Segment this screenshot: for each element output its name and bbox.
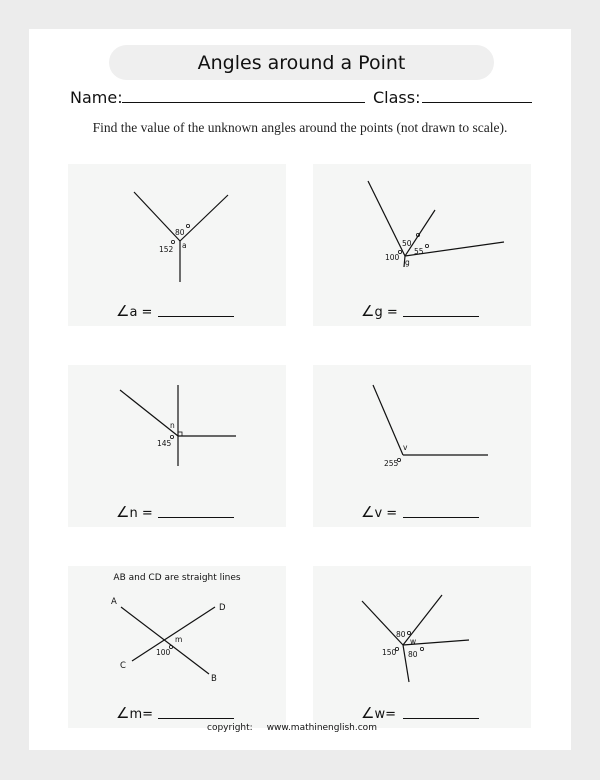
problem-w-diagram <box>313 566 531 728</box>
answer-label-w <box>361 704 396 722</box>
angle-label-v: v <box>403 443 408 452</box>
angle-label-m: m <box>175 635 183 644</box>
problem-m-panel <box>68 566 286 728</box>
instructions: Find the value of the unknown angles around the points (not drawn to scale). <box>92 120 508 135</box>
name-line[interactable] <box>122 102 365 103</box>
angle-label-80-top: 80 <box>396 630 406 639</box>
answer-label-m <box>116 704 153 722</box>
angle-label-80: 80 <box>175 228 185 237</box>
answer-blank-m[interactable] <box>158 718 234 719</box>
angle-label-255: 255 <box>384 459 399 468</box>
class-line[interactable] <box>422 102 532 103</box>
angle-symbol: ∠ <box>116 302 130 320</box>
answer-blank-w[interactable] <box>403 718 479 719</box>
angle-label-100: 100 <box>156 648 171 657</box>
problem-n-panel <box>68 365 286 527</box>
angle-label-50: 50 <box>402 239 412 248</box>
angle-label-n: n <box>170 421 175 430</box>
answer-blank-g[interactable] <box>403 316 479 317</box>
unknown-label: n = <box>129 506 153 521</box>
footer <box>207 723 391 733</box>
problem-note: AB and CD are straight lines <box>113 573 241 583</box>
unknown-label: m= <box>129 707 154 722</box>
copyright-label: copyright: <box>207 723 253 733</box>
angle-label-100: 100 <box>385 253 400 262</box>
point-label-a: A <box>111 597 117 607</box>
answer-label-n <box>116 503 153 521</box>
point-label-c: C <box>120 661 126 671</box>
answer-blank-a[interactable] <box>158 316 234 317</box>
problem-v-panel <box>313 365 531 527</box>
angle-symbol: ∠ <box>361 704 375 722</box>
problem-m-diagram <box>68 566 286 728</box>
angle-symbol: ∠ <box>116 704 130 722</box>
problem-g-panel <box>313 164 531 326</box>
problem-v-diagram <box>313 365 531 527</box>
answer-blank-n[interactable] <box>158 517 234 518</box>
unknown-label: w= <box>374 707 396 722</box>
unknown-label: g = <box>374 305 398 320</box>
answer-label-g <box>361 302 398 320</box>
unknown-label: v = <box>374 506 398 521</box>
angle-label-a: a <box>182 241 187 250</box>
problem-w-panel <box>313 566 531 728</box>
angle-label-152: 152 <box>159 245 174 254</box>
answer-label-a <box>116 302 152 320</box>
problem-g-diagram <box>313 164 531 326</box>
angle-symbol: ∠ <box>361 503 375 521</box>
answer-blank-v[interactable] <box>403 517 479 518</box>
angle-label-145: 145 <box>157 439 172 448</box>
angle-label-150: 150 <box>382 648 397 657</box>
class-label: Class: <box>373 88 421 107</box>
name-label: Name: <box>70 88 123 107</box>
angle-label-55: 55 <box>414 247 424 256</box>
problem-a-diagram <box>68 164 286 326</box>
worksheet-title: Angles around a Point <box>109 45 494 80</box>
problem-n-diagram <box>68 365 286 527</box>
angle-symbol: ∠ <box>116 503 130 521</box>
point-label-d: D <box>219 603 226 613</box>
unknown-label: a = <box>129 305 153 320</box>
angle-label-80-bottom: 80 <box>408 650 418 659</box>
point-label-b: B <box>211 674 217 684</box>
site-url: www.mathinenglish.com <box>266 723 377 733</box>
angle-label-w: w <box>410 637 417 646</box>
angle-label-g: g <box>405 258 410 267</box>
answer-label-v <box>361 503 397 521</box>
angle-symbol: ∠ <box>361 302 375 320</box>
problem-a-panel <box>68 164 286 326</box>
